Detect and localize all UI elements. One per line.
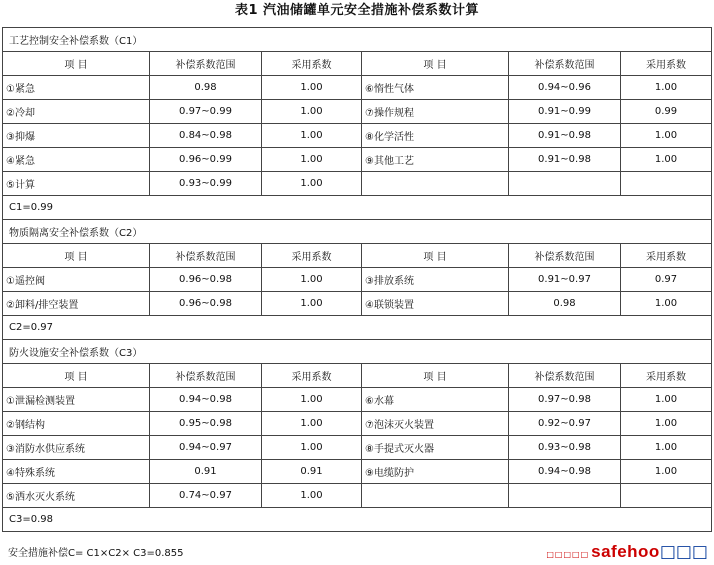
header-item: 项 目 <box>3 244 150 268</box>
summary-formula: 安全措施补偿C= C1×C2× C3=0.855 <box>8 548 184 559</box>
header-value: 采用系数 <box>262 244 362 268</box>
header-item: 项 目 <box>3 364 150 388</box>
header-value: 采用系数 <box>621 244 712 268</box>
item-name: ⑧手提式灭火器 <box>362 436 509 460</box>
item-value: 1.00 <box>262 100 362 124</box>
item-name: ①泄漏检测装置 <box>3 388 150 412</box>
item-range: 0.95~0.98 <box>150 412 262 436</box>
table-row <box>3 100 712 124</box>
item-range: 0.96~0.98 <box>150 268 262 292</box>
item-range: 0.96~0.99 <box>150 148 262 172</box>
header-item: 项 目 <box>362 244 509 268</box>
item-value: 0.97 <box>621 268 712 292</box>
table-row <box>3 172 712 196</box>
item-range: 0.98 <box>509 292 621 316</box>
item-value: 1.00 <box>262 292 362 316</box>
section-result-row <box>3 196 712 220</box>
item-name: ③消防水供应系统 <box>3 436 150 460</box>
item-name: ⑨电缆防护 <box>362 460 509 484</box>
item-range: 0.94~0.96 <box>509 76 621 100</box>
item-name: ⑧化学活性 <box>362 124 509 148</box>
section-result: C1=0.99 <box>3 196 712 220</box>
item-value: 0.91 <box>262 460 362 484</box>
header-value: 采用系数 <box>262 364 362 388</box>
table-row <box>3 436 712 460</box>
table-row <box>3 484 712 508</box>
section-heading-row <box>3 340 712 364</box>
table-row <box>3 148 712 172</box>
item-value: 1.00 <box>621 436 712 460</box>
section-heading-row <box>3 28 712 52</box>
footer <box>0 540 714 564</box>
header-range: 补偿系数范围 <box>150 244 262 268</box>
item-value: 1.00 <box>262 76 362 100</box>
item-range <box>509 484 621 508</box>
item-range: 0.98 <box>150 76 262 100</box>
watermark-suffix: □□□ <box>659 542 708 562</box>
item-name: ②钢结构 <box>3 412 150 436</box>
item-range: 0.91~0.99 <box>509 100 621 124</box>
item-range: 0.74~0.97 <box>150 484 262 508</box>
item-name: ①紧急 <box>3 76 150 100</box>
table-title: 表1 汽油储罐单元安全措施补偿系数计算 <box>234 3 480 18</box>
table-row <box>3 124 712 148</box>
item-range: 0.93~0.99 <box>150 172 262 196</box>
item-name: ⑨其他工艺 <box>362 148 509 172</box>
table-row <box>3 412 712 436</box>
item-range <box>509 172 621 196</box>
table-row <box>3 292 712 316</box>
table-row <box>3 76 712 100</box>
item-range: 0.91~0.98 <box>509 124 621 148</box>
item-name: ②冷却 <box>3 100 150 124</box>
item-value: 1.00 <box>262 484 362 508</box>
item-value <box>621 484 712 508</box>
item-name <box>362 484 509 508</box>
item-name: ①遥控阀 <box>3 268 150 292</box>
section-heading: 物质隔离安全补偿系数（C2） <box>3 220 712 244</box>
header-item: 项 目 <box>3 52 150 76</box>
column-header-row <box>3 52 712 76</box>
table-row <box>3 388 712 412</box>
item-name: ⑤洒水灭火系统 <box>3 484 150 508</box>
item-name: ③抑爆 <box>3 124 150 148</box>
item-range: 0.96~0.98 <box>150 292 262 316</box>
item-value: 1.00 <box>262 388 362 412</box>
item-value: 1.00 <box>262 412 362 436</box>
item-name: ③排放系统 <box>362 268 509 292</box>
item-value: 1.00 <box>262 148 362 172</box>
section-result-row <box>3 508 712 532</box>
item-value: 1.00 <box>621 388 712 412</box>
section-heading: 防火设施安全补偿系数（C3） <box>3 340 712 364</box>
item-value: 1.00 <box>621 148 712 172</box>
watermark-word: safehoo <box>591 542 660 561</box>
section-result: C3=0.98 <box>3 508 712 532</box>
header-range: 补偿系数范围 <box>150 364 262 388</box>
item-range: 0.91~0.98 <box>509 148 621 172</box>
item-name: ④紧急 <box>3 148 150 172</box>
item-value: 1.00 <box>621 412 712 436</box>
header-item: 项 目 <box>362 364 509 388</box>
section-heading-row <box>3 220 712 244</box>
item-name: ⑤计算 <box>3 172 150 196</box>
item-value <box>621 172 712 196</box>
header-value: 采用系数 <box>262 52 362 76</box>
item-value: 1.00 <box>621 460 712 484</box>
item-value: 1.00 <box>262 172 362 196</box>
item-name: ⑥惰性气体 <box>362 76 509 100</box>
item-name: ⑦泡沫灭火装置 <box>362 412 509 436</box>
item-value: 1.00 <box>621 76 712 100</box>
item-range: 0.92~0.97 <box>509 412 621 436</box>
section-result: C2=0.97 <box>3 316 712 340</box>
column-header-row <box>3 364 712 388</box>
item-name: ②卸料/排空装置 <box>3 292 150 316</box>
item-name: ⑥水幕 <box>362 388 509 412</box>
item-value: 0.99 <box>621 100 712 124</box>
section-result-row <box>3 316 712 340</box>
item-range: 0.94~0.98 <box>150 388 262 412</box>
item-range: 0.84~0.98 <box>150 124 262 148</box>
header-range: 补偿系数范围 <box>150 52 262 76</box>
item-range: 0.97~0.98 <box>509 388 621 412</box>
header-value: 采用系数 <box>621 364 712 388</box>
item-name: ④特殊系统 <box>3 460 150 484</box>
item-range: 0.93~0.98 <box>509 436 621 460</box>
section-heading: 工艺控制安全补偿系数（C1） <box>3 28 712 52</box>
table-row <box>3 460 712 484</box>
header-value: 采用系数 <box>621 52 712 76</box>
table-row <box>3 268 712 292</box>
item-value: 1.00 <box>621 124 712 148</box>
header-item: 项 目 <box>362 52 509 76</box>
item-range: 0.91~0.97 <box>509 268 621 292</box>
item-range: 0.94~0.97 <box>150 436 262 460</box>
item-range: 0.97~0.99 <box>150 100 262 124</box>
header-range: 补偿系数范围 <box>509 244 621 268</box>
item-range: 0.94~0.98 <box>509 460 621 484</box>
item-value: 1.00 <box>621 292 712 316</box>
item-name: ⑦操作规程 <box>362 100 509 124</box>
compensation-table <box>2 27 712 532</box>
item-value: 1.00 <box>262 436 362 460</box>
watermark-prefix: □□□□□ <box>546 550 590 559</box>
item-range: 0.91 <box>150 460 262 484</box>
header-range: 补偿系数范围 <box>509 364 621 388</box>
item-value: 1.00 <box>262 268 362 292</box>
header-range: 补偿系数范围 <box>509 52 621 76</box>
item-name <box>362 172 509 196</box>
site-watermark <box>546 542 708 562</box>
item-value: 1.00 <box>262 124 362 148</box>
column-header-row <box>3 244 712 268</box>
item-name: ④联锁装置 <box>362 292 509 316</box>
